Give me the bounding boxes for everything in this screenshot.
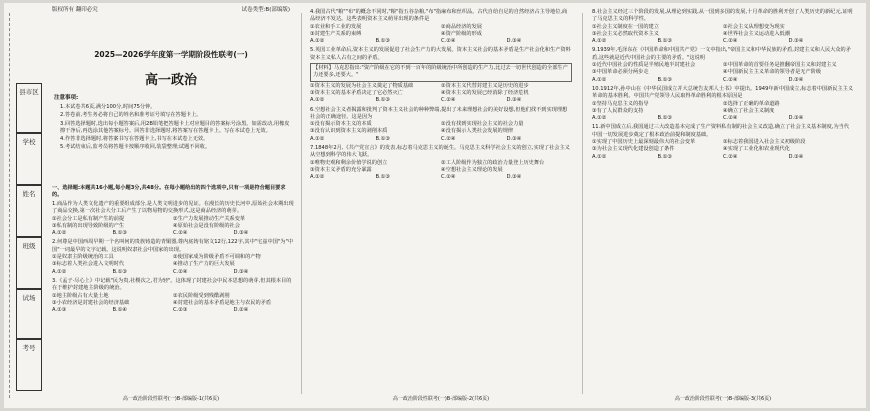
answer-options — [52, 307, 294, 314]
answer-choice: D.③④ — [788, 76, 804, 83]
question-stem: 3.《孟子·尽心上》中记载"民为贵,社稷次之,君为轻"。这体现了封建社会中民本思想的萌芽,但其根本目的在于维护封建地主阶级的统治。 — [52, 277, 292, 292]
answer-options — [592, 115, 854, 122]
statement: ③有了人民群众的支持 — [592, 107, 644, 114]
question-stem: 7.1848年2月,《共产党宣言》的发表,标志着马克思主义的诞生。马克思主义科学社会主义的创立,实现了社会主义从空想到科学的伟大飞跃。 — [310, 145, 570, 159]
answer-options — [52, 230, 294, 237]
question-stem: 10.1912年,孙中山在《中华民国成立并大总统告友邦人士书》中提出。1949年新中国成立,标志着中国新民主主义革命的基本胜利。中国共产党领导人民取得革命胜利的根本原因是 — [592, 85, 854, 100]
statement: ③资本主义的基本矛盾决定了它必然灭亡 — [310, 89, 403, 96]
question-stem: 5.英国工业革命后,资本主义的发展促进了社会生产力的大发展。资本主义社会的基本矛盾是生产社会化和生产资料资本主义私人占有之间的矛盾。 — [310, 47, 571, 61]
name-box — [16, 185, 42, 237]
question — [592, 86, 854, 122]
paper-type: 试卷类型:B(部编版) — [241, 7, 290, 13]
statement-options — [310, 121, 572, 136]
question-stem: 1.商品作为人类文化遗产的重要组成部分,是人类文明进步的见证。在漫长的历史长河中,原始社会末期出现了商品交换,第一次社会大分工后产生了以物易物的交换形式,这是商品经济的萌芽。 — [52, 201, 294, 215]
statement: ③没有认识到资本主义的剥削本质 — [310, 128, 388, 135]
statement: ④中国新民主主义革命的领导者是无产阶级 — [723, 69, 822, 76]
section-one-heading: 一、选择题:本题共16小题,每小题3分,共48分。在每小题给出的四个选项中,只有一项是符合题目要求的。 — [52, 185, 286, 199]
answer-choice: A.①② — [52, 230, 67, 237]
answer-options — [592, 154, 854, 161]
page-1 — [46, 3, 296, 408]
statement: ③小农经济是封建社会的经济基础 — [52, 299, 130, 306]
question — [52, 278, 294, 314]
statement: ②没有找到实现社会主义的社会力量 — [441, 121, 524, 128]
answer-choice: C.②③ — [173, 307, 188, 314]
statement: ④推动了生产力的巨大发展 — [173, 261, 235, 268]
answer-choice: C.②④ — [173, 268, 188, 275]
exam-sheet — [4, 3, 866, 408]
note-item: 3.回答选择题时,选出每小题答案后,用2B铅笔把答题卡上对应题目的答案标号涂黑。如需改动,用橡皮擦干净后,再选涂其他答案标号。回答非选择题时,将答案写在答题卡上。写在本试卷上无效。 — [60, 120, 290, 134]
statement: ④原始社会是没有阶级的社会 — [173, 222, 240, 229]
answer-choice: C.②④ — [723, 153, 738, 160]
question-stem: 9.1939年,毛泽东在《中国革命和中国共产党》一文中指出,"帝国主义和中华民族的矛盾,封建主义和人民大众的矛盾,这些就是近代中国社会的主要的矛盾。"这说明 — [592, 47, 851, 61]
binding-line — [9, 13, 10, 398]
answer-choice: B.①③ — [657, 153, 673, 160]
answer-choice: B.①③ — [375, 38, 391, 45]
statement: ④资产阶级的形成 — [441, 30, 482, 37]
question — [592, 124, 854, 160]
answer-choice: A.①② — [592, 153, 607, 160]
statement: ②中国革命的首要任务是推翻帝国主义和封建主义 — [723, 62, 837, 69]
answer-choice: A.①③ — [52, 307, 67, 314]
subject-title: 高一政治 — [144, 73, 197, 88]
answer-choice: D.③④ — [788, 153, 804, 160]
answer-choice: B.①③ — [657, 115, 673, 122]
statement: ④资本主义的发展已经消除了经济危机 — [441, 89, 529, 96]
statement: ①地主阶级占有大量土地 — [52, 292, 109, 299]
answer-choice: B.①③ — [375, 135, 391, 142]
answer-options — [310, 174, 572, 181]
statement: ①是奴隶主阶级统治的工具 — [52, 254, 114, 261]
answer-choice: B.①④ — [112, 307, 128, 314]
answer-choice: B.①③ — [375, 174, 391, 181]
statement: ③中国革命必须分两步走 — [592, 69, 649, 76]
answer-choice: B.①③ — [112, 268, 128, 275]
answer-choice: D.③④ — [788, 38, 804, 45]
statement: ④没有揭示人类社会发展的规律 — [441, 128, 514, 135]
answer-options — [592, 77, 854, 84]
answer-choice: A.①② — [52, 268, 67, 275]
question — [310, 107, 572, 143]
statement: ②生产力发展推动生产关系变革 — [173, 215, 246, 222]
statement: ①社会分工是私有制产生的前提 — [52, 215, 125, 222]
statement-options — [310, 24, 572, 39]
answer-choice: D.③④ — [233, 230, 249, 237]
note-item: 4.作答非选择题时,将答案书写在答题卡上,书写在本试卷上无效。 — [60, 136, 209, 143]
statement: ②工人阶级作为独立的政治力量登上历史舞台 — [441, 159, 545, 166]
student-info-strip — [4, 3, 42, 408]
question — [310, 145, 572, 181]
statement: ②资本主义代替封建主义是历史的进步 — [441, 82, 529, 89]
statement: ③标志着人类社会进入文明时代 — [52, 261, 125, 268]
exam-number-label: 考号 — [22, 344, 36, 352]
question — [52, 201, 294, 237]
question — [310, 9, 572, 45]
statement-options — [592, 24, 854, 39]
question — [592, 47, 854, 83]
statement: ③资本主义矛盾的充分暴露 — [310, 166, 372, 173]
question — [52, 239, 294, 275]
notes-heading: 注意事项: — [54, 95, 79, 101]
statement-options — [52, 254, 294, 269]
statement: ③为社会主义现代化建设创造了条件 — [592, 146, 675, 153]
class-box — [16, 237, 42, 289]
question-stem: 4.我国古代"粮""布"的概念不同时,"粮"指五谷杂粮,"布"指麻布和丝织品。古代自给自足的自然经济占主导地位,商品经济不发达。这些表明资本主义萌芽出现的条件是 — [310, 9, 568, 23]
county-box — [16, 83, 42, 133]
answer-choice: B.①③ — [112, 230, 128, 237]
statement: ①资本主义的发展为社会主义奠定了物质基础 — [310, 82, 414, 89]
statement: ①近代中国社会的性质是半殖民地半封建社会 — [592, 62, 696, 69]
answer-choice: D.③④ — [788, 115, 804, 122]
page-footer: 高一政治阶段性联考(一)B-部编版-2(共6页) — [392, 395, 490, 402]
answer-choice: C.②④ — [723, 38, 738, 45]
column-divider — [301, 13, 302, 394]
answer-choice: C.②④ — [441, 174, 456, 181]
column-divider — [582, 13, 583, 394]
note-item: 5.考试结束后,监考员将答题卡按顺序收回,装袋整理;试题不回收。 — [60, 144, 211, 151]
statement: ③封建生产关系的束缚 — [310, 30, 362, 37]
county-label: 县市区 — [19, 88, 39, 96]
question — [310, 47, 572, 104]
statement: ②选择了正确的革命道路 — [723, 100, 780, 107]
answer-options — [310, 38, 572, 45]
answer-options — [592, 38, 854, 45]
note-item: 1.本试卷共6页,满分100分,时间75分钟。 — [60, 104, 156, 110]
answer-choice: C.②④ — [173, 230, 188, 237]
statement-options — [592, 139, 854, 154]
statement-options — [52, 216, 294, 231]
answer-choice: D.③④ — [506, 174, 522, 181]
exam-number-box — [16, 339, 42, 391]
statement: ②使国家成为阶级矛盾不可调和的产物 — [173, 254, 261, 261]
answer-options — [310, 97, 572, 104]
statement: ④空想社会主义理论的发展 — [441, 166, 503, 173]
answer-choice: B.①③ — [657, 76, 673, 83]
school-box — [16, 133, 42, 185]
question-stem: 8.社会主义经过三个阶段的发展,从理论到实践,从一国到多国的发展,十月革命的胜利开创了人类历史的新纪元,证明了马克思主义的科学性。 — [592, 9, 853, 23]
class-label: 班级 — [22, 242, 36, 250]
answer-choice: C.②④ — [723, 76, 738, 83]
notes-list — [60, 104, 292, 153]
page-3 — [588, 3, 858, 408]
answer-choice: A.①② — [592, 115, 607, 122]
answer-choice: D.③④ — [506, 97, 522, 104]
answer-choice: D.③④ — [506, 38, 522, 45]
material-box: 【材料】马克思指出:"资产阶级在它的不到一百年的阶级统治中所创造的生产力,比过去一切世代创造的全部生产力还要多,还要大。" — [310, 63, 572, 82]
note-item: 2.答卷前,考生务必将自己的姓名和准考证号填写在答题卡上。 — [60, 112, 202, 119]
statement: ④确立了社会主义制度 — [723, 107, 775, 114]
statement-options — [52, 293, 294, 308]
answer-choice: B.①③ — [657, 38, 673, 45]
answer-choice: A.①② — [310, 97, 325, 104]
question-stem: 11.新中国成立后,我国通过三大改造基本完成了生产资料私有制的社会主义改造,确立了社会主义基本制度,为当代中国一切发展进步奠定了根本政治前提和制度基础。 — [592, 124, 850, 138]
page-footer: 高一政治阶段性联考(一)B-部编版-1(共6页) — [122, 395, 220, 402]
school-label: 学校 — [22, 138, 36, 146]
answer-choice: C.②④ — [441, 97, 456, 104]
room-box — [16, 289, 42, 339]
page-2 — [306, 3, 576, 408]
statement: ①农业和手工业的发展 — [310, 23, 362, 30]
statement: ③社会主义必然取代资本主义 — [592, 30, 659, 37]
answer-choice: D.③④ — [233, 268, 249, 275]
statement: ④世界社会主义运动进入低潮 — [723, 30, 790, 37]
answer-options — [310, 136, 572, 143]
statement: ②农民阶级受到残酷剥削 — [173, 292, 230, 299]
answer-choice: A.①② — [592, 38, 607, 45]
question-list — [52, 201, 294, 316]
statement-options — [310, 160, 572, 175]
statement: ①实现了中国历史上最深刻最伟大的社会变革 — [592, 139, 696, 146]
exam-title: 2025—2026学年度第一学期阶段性联考(一) — [94, 50, 248, 59]
question-stem: 6.空想社会主义者揭露和批判了资本主义社会的种种弊端,提出了未来理想社会的美好设想,但他们找不到实现理想社会的正确途径。这是因为 — [310, 106, 568, 120]
answer-choice: A.①② — [310, 135, 325, 142]
statement: ①坚持马克思主义的指导 — [592, 100, 649, 107]
statement: ①没有揭示资本主义的本质 — [310, 121, 372, 128]
question — [592, 9, 854, 45]
answer-choice: A.①② — [592, 76, 607, 83]
answer-choice: A.①② — [310, 174, 325, 181]
page-footer: 高一政治阶段性联考(一)B-部编版-3(共6页) — [674, 395, 772, 402]
statement: ④封建社会的基本矛盾是地主与农民的矛盾 — [173, 299, 272, 306]
answer-choice: B.①③ — [375, 97, 391, 104]
answer-choice: D.②④ — [233, 307, 249, 314]
statement-options — [592, 101, 854, 116]
copyright: 版权所有 翻印必究 — [52, 7, 98, 13]
statement: ②社会主义从理想变为现实 — [723, 23, 785, 30]
statement: ④实现了工业化和农业现代化 — [723, 146, 790, 153]
answer-choice: A.①② — [310, 38, 325, 45]
statement-options — [592, 62, 854, 77]
statement: ③私有制的出现导致阶级的产生 — [52, 222, 125, 229]
statement: ②商品经济的发展 — [441, 23, 482, 30]
answer-choice: D.③④ — [506, 135, 522, 142]
answer-choice: C.②④ — [441, 38, 456, 45]
answer-choice: C.②④ — [441, 135, 456, 142]
room-label: 试场 — [22, 294, 36, 302]
name-label: 姓名 — [22, 190, 36, 198]
question-list — [310, 9, 572, 184]
question-stem: 2.何尊是中国西周早期一个名叫何的贵族铸造的青铜器,尊内底铸有铭文12行,122字,其中"宅兹中国"为"中国"一词最早的文字记载。这说明奴隶社会中国家的出现。 — [52, 239, 294, 253]
statement: ①唯物史观和剩余价值学说的创立 — [310, 159, 388, 166]
answer-options — [52, 269, 294, 276]
statement-options — [310, 83, 572, 98]
statement: ①社会主义制度在一国的建立 — [592, 23, 659, 30]
question-list — [592, 9, 854, 163]
answer-choice: C.②④ — [723, 115, 738, 122]
statement: ②标志着我国进入社会主义初级阶段 — [723, 139, 806, 146]
